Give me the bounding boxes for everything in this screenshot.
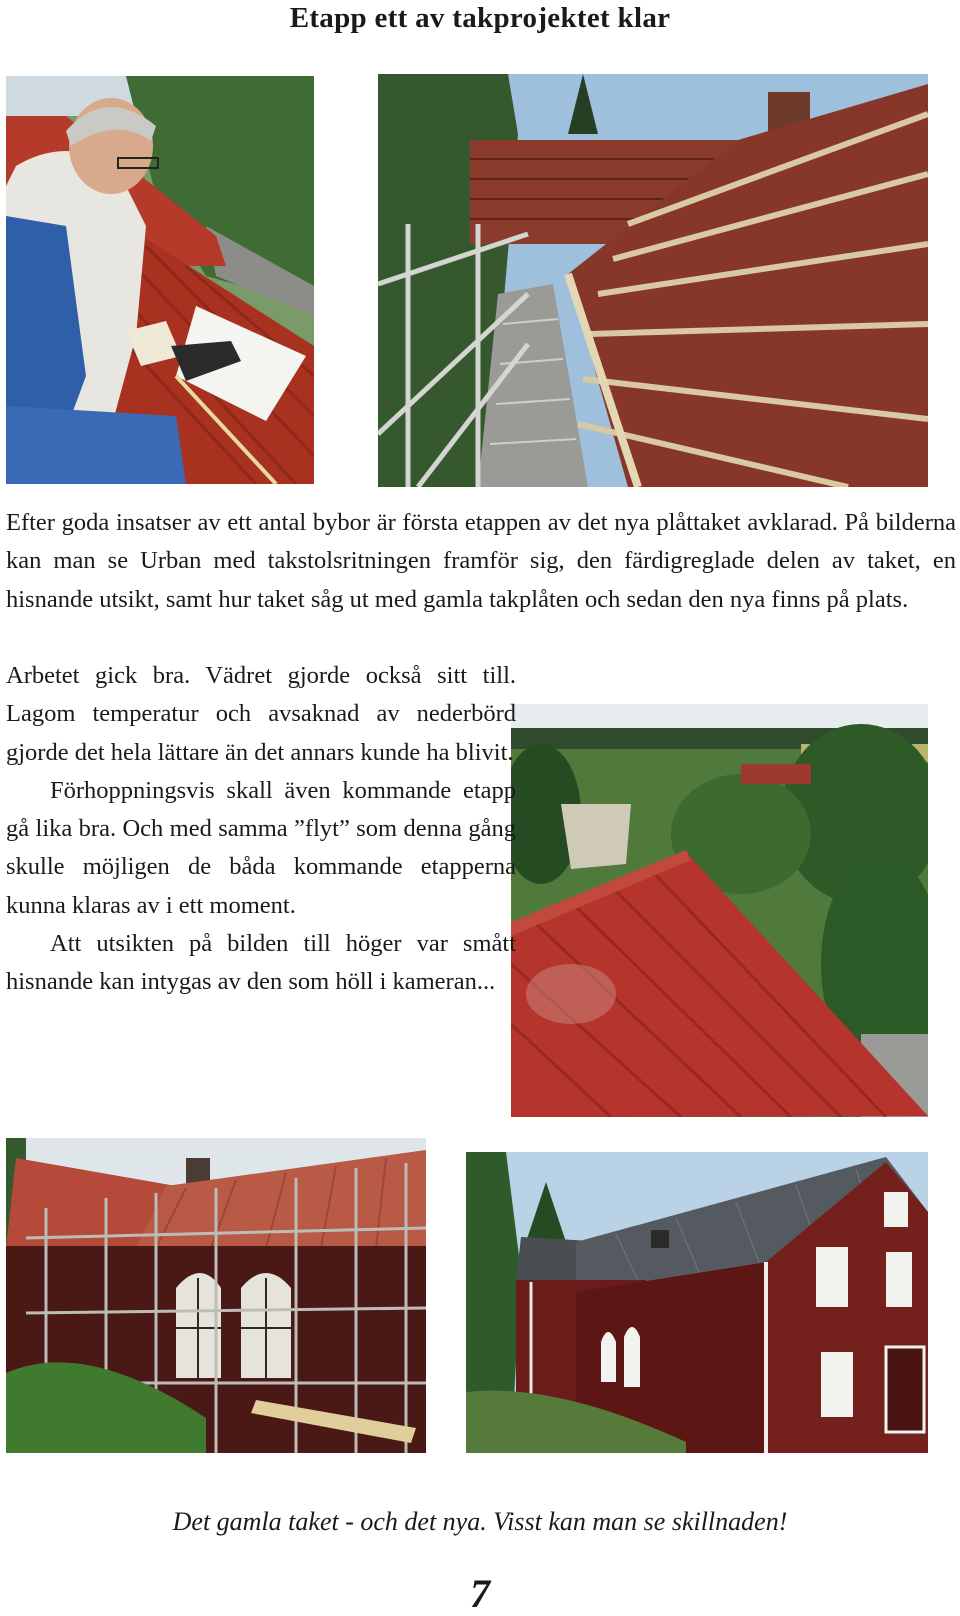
intro-paragraph: Efter goda insatser av ett antal bybor är första etappen av det nya plåttaket avklarad. På bilderna kan man se Urban med takstolsritningen framför sig, den färdigreglade delen av taket, en hisnande utsikt, samt hur taket såg ut med gamla takplåten och sedan den nya finns på plats.	[6, 509, 956, 613]
body-column	[6, 657, 516, 1002]
article-title: Etapp ett av takprojektet klar	[289, 2, 671, 34]
work-paragraph: Arbetet gick bra. Vädret gjorde också sitt till. Lagom temperatur och avsaknad av nederbörd gjorde det hela lättare än det annars kunde ha blivit.	[6, 662, 516, 766]
page-number: 7	[470, 1571, 490, 1616]
photo-old-roof	[6, 1138, 426, 1453]
photo-roof-view	[511, 704, 928, 1117]
view-paragraph: Att utsikten på bilden till höger var smått hisnande kan intygas av den som höll i kameran...	[6, 930, 516, 996]
photo-man-with-drawing	[6, 76, 314, 484]
photo-battened-roof	[378, 74, 928, 487]
photo-new-roof	[466, 1152, 928, 1453]
photo-caption: Det gamla taket - och det nya. Visst kan man se skillnaden!	[172, 1507, 788, 1536]
hope-paragraph: Förhoppningsvis skall även kommande etapp gå lika bra. Och med samma ”flyt” som denna gång skulle möjligen de båda kommande etapperna kunna klaras av i ett moment.	[6, 776, 516, 919]
